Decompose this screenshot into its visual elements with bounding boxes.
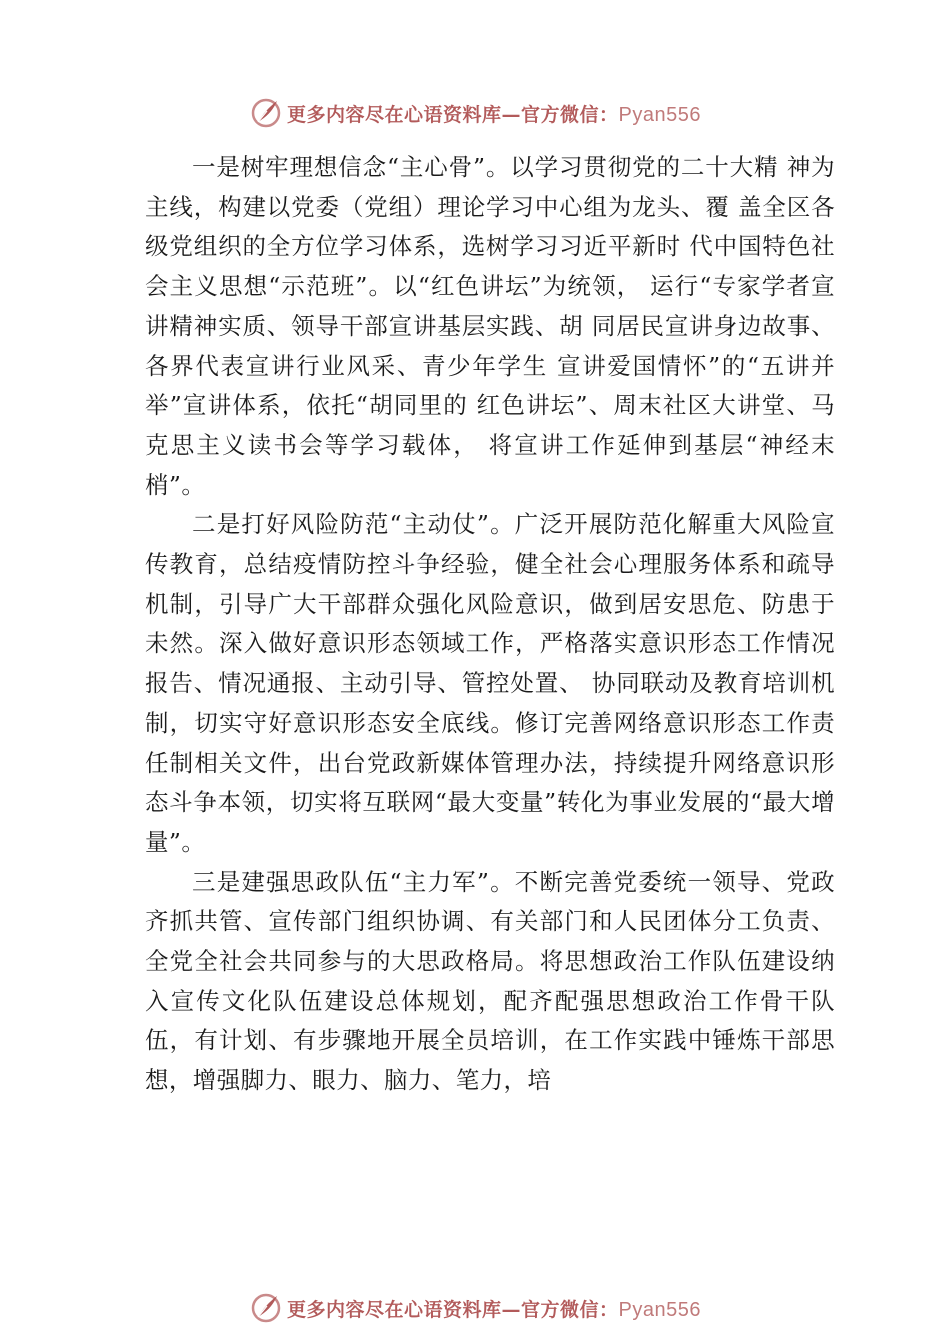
watermark-wechat-id: Pyan556 xyxy=(618,1298,701,1321)
document-body xyxy=(145,148,835,1101)
header-watermark xyxy=(0,93,950,133)
quill-logo-icon xyxy=(249,96,283,130)
paragraph-1: 一是树牢理想信念“主心骨”。以学习贯彻党的二十大精 神为主线，构建以党委（党组）理论学习中心组为龙头、覆 盖全区各级党组织的全方位学习体系，选树学习习近平新时 代中国特色社会主义思想“示范班”。以“红色讲坛”为统领， 运行“专家学者宣讲精神实质、领导干部宣讲基层实践、胡 同居民宣讲身边故事、各界代表宣讲行业风采、青少年学生 宣讲爱国情怀”的“五讲并举”宣讲体系，依托“胡同里的 红色讲坛”、周末社区大讲堂、马克思主义读书会等学习载体， 将宣讲工作延伸到基层“神经末梢”。 xyxy=(145,153,835,499)
watermark-text: 更多内容尽在心语资料库—官方微信： xyxy=(287,1298,619,1321)
quill-logo-icon xyxy=(249,1291,283,1325)
paragraph-2: 二是打好风险防范“主动仗”。广泛开展防范化解重大风险宣传教育，总结疫情防控斗争经验，健全社会心理服务体系和疏导机制，引导广大干部群众强化风险意识，做到居安思危、防患于未然。深入做好意识形态领域工作，严格落实意识形态工作情况报告、情况通报、主动引导、管控处置、 协同联动及教育培训机制，切实守好意识形态安全底线。修订完善网络意识形态工作责任制相关文件，出台党政新媒体管理办法，持续提升网络意识形态斗争本领，切实将互联网“最大变量”转化为事业发展的“最大增量”。 xyxy=(145,510,835,856)
paragraph-3: 三是建强思政队伍“主力军”。不断完善党委统一领导、党政齐抓共管、宣传部门组织协调、有关部门和人民团体分工负责、全党全社会共同参与的大思政格局。将思想政治工作队伍建设纳入宣传文化队伍建设总体规划，配齐配强思想政治工作骨干队伍，有计划、有步骤地开展全员培训，在工作实践中锤炼干部思想，增强脚力、眼力、脑力、笔力，培 xyxy=(145,867,835,1095)
watermark-wechat-id: Pyan556 xyxy=(618,103,701,126)
footer-watermark xyxy=(0,1288,950,1328)
watermark-text: 更多内容尽在心语资料库—官方微信： xyxy=(287,103,619,126)
